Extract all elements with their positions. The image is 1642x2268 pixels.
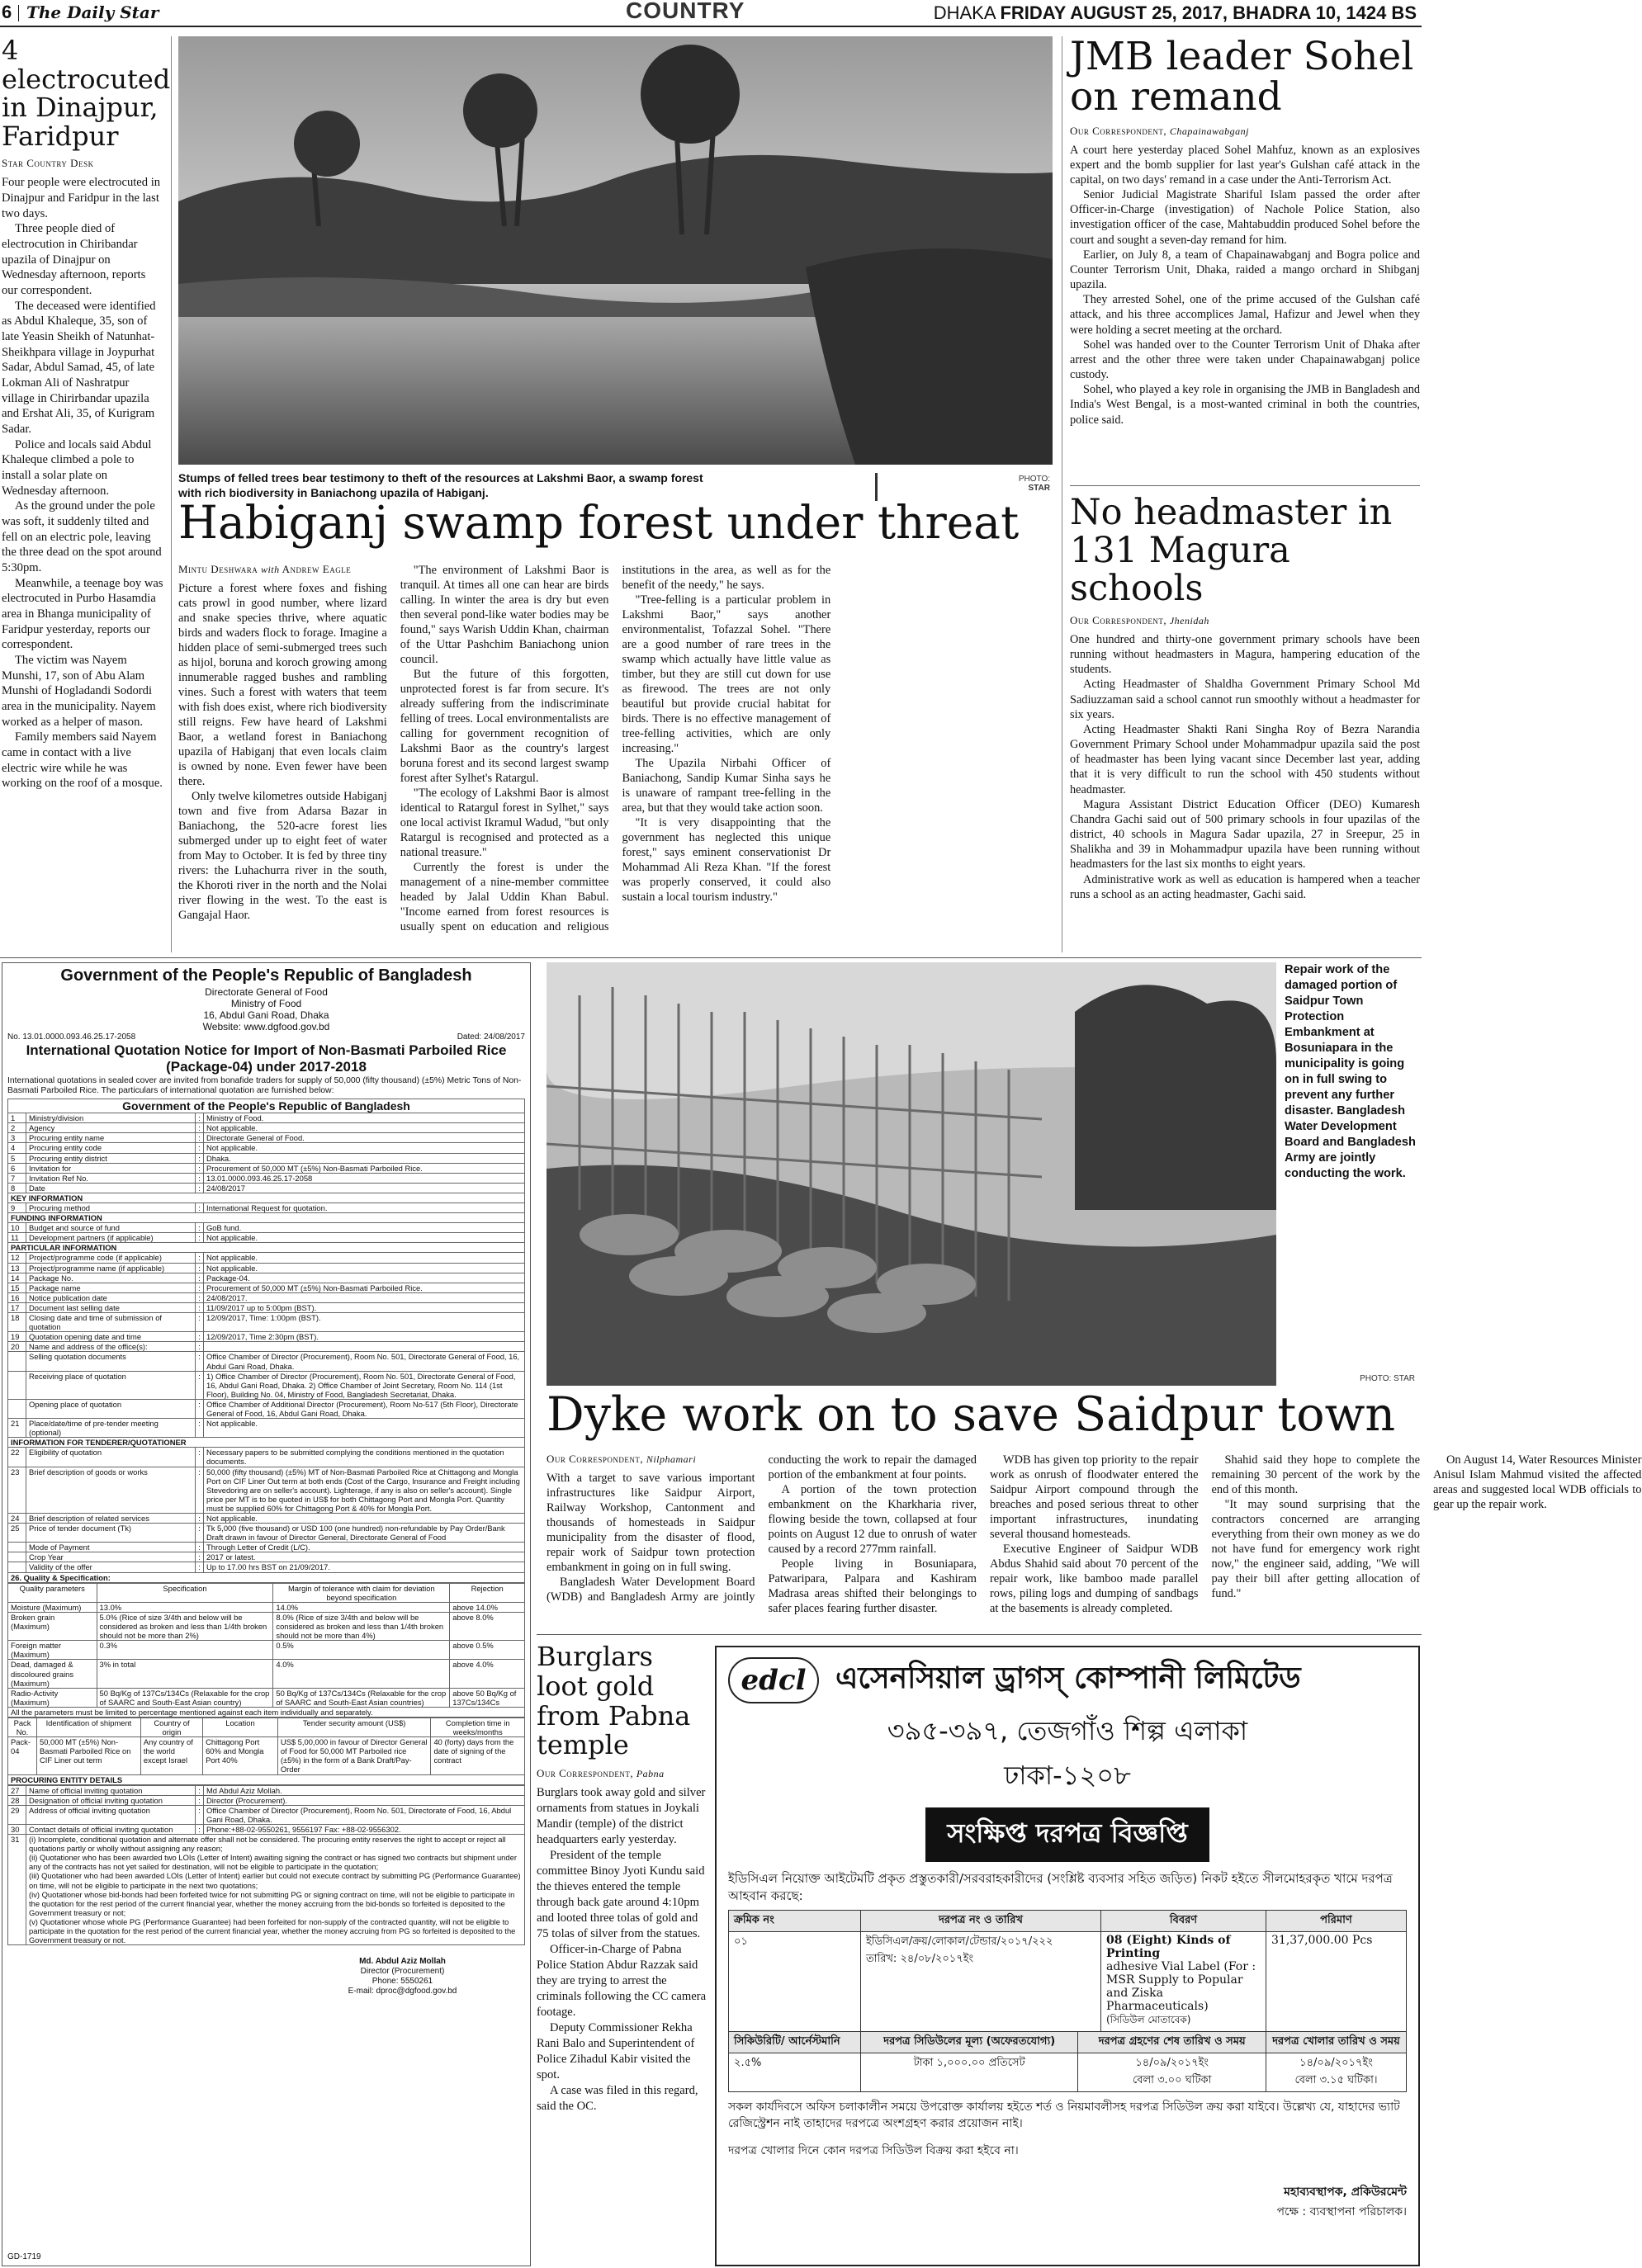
ad-schedule-table: সিকিউরিটি/ আর্নেস্টমানি দরপত্র সিডিউলের মূল্য (অফেরতযোগ্য) দরপত্র গ্রহণের শেষ তারিখ ও সময় দরপত্র খোলার তারিখ ও সময় ২.৫% টাকা ১,০০০.০০ প্রতিসেট ১৪/০৯/২০১৭ইং বেলা ৩.০০ ঘটিকা ১৪/০৯/২০১৭ইং বেলা ৩.১৫ ঘটিকা। xyxy=(728,2031,1407,2092)
notice-row: 6 Invitation for : Procurement of 50,000 MT (±5%) Non-Basmati Parboiled Rice. xyxy=(8,1163,525,1173)
notice-row: 14 Package No. : Package-04. xyxy=(8,1273,525,1283)
notice-intro: International quotations in sealed cover are invited from bonafide traders for supply of 50,000 (fifty thousand) (±5%) Metric Tons of Non-Basmati Parboiled Rice. The particulars of international quotation are furnished below: xyxy=(7,1076,522,1096)
section-title: COUNTRY xyxy=(626,0,745,23)
notice-row: 11 Development partners (if applicable) : Not applicable. xyxy=(8,1233,525,1243)
notice-row: 7 Invitation Ref No. : 13.01.0000.093.46.25.17-2058 xyxy=(8,1173,525,1183)
notice-row: 10 Budget and source of fund : GoB fund. xyxy=(8,1223,525,1233)
headline-magura: No headmaster in 131 Magura schools xyxy=(1070,492,1393,609)
entity-row: 27 Name of official inviting quotation : Md Abdul Aziz Mollah. xyxy=(8,1785,525,1795)
govt-quotation-notice: Government of the People's Republic of Bangladesh Directorate General of Food Ministry of Food 16, Abdul Gani Road, Dhaka Website: www.dgfood.gov.bd No. 13.01.0000.093.46.25.17-2058 Dated: 24/08/2017 International Quotation Notice for Import of Non-Basmati Parboiled Rice (Package-04) under 2017-2018 International quotations in sealed cover are invited from bonafide traders for supply of 50,000 (fifty thousand) (±5%) Metric Tons of Non-Basmati Parboiled Rice. The particulars of international quotation are furnished below: Government of the People's Republic of Bangladesh 1 Ministry/division : Ministry of Food. 2 Agency : Not applicable. 3 Procuring entity name : Directorate General of Food. 4 Procuring entity code : Not applicable. 5 Procuring entity district : Dhaka. 6 Invitation for : Procurement of 50,000 MT (±5%) Non-Basmati Parboiled Rice. 7 Invitation Ref No. : 13.01.0000.093.46.25.17-2058 8 Date : 24/08/2017 KEY INFORMATION 9 Procuring method : International Request for quotation. FUNDING INFORMATION 10 Budget and source of fund : GoB fund. 11 Development partners (if applicable) : Not applicable. PARTICULAR INFORMATION 12 Project/programme code (if applicable) : Not applicable. 13 Project/programme name (if applicable) : Not applicable. 14 Package No. : Package-04. 15 Package name : Procurement of 50,000 MT (±5%) Non-Basmati Parboiled Rice. 16 Notice publication date : 24/08/2017. 17 Document last selling date : 11/09/2017 up to 5:00pm (BST). 18 Closing date and time of submission of quotation : 12/09/2017, Time: 1:00pm (BST). 19 Quotation opening date and time : 12/09/2017, Time 2:30pm (BST). 20 Name and address of the office(s): : Selling quotation documents : Office Chamber of Director (Procurement), Room No. 501, Directorate General of Food, 16, Abdul Gani Road, Dhaka. Receiving place of quotation : 1) Office Chamber of Director (Procurement), Room No. 501, Directorate General of Food, 16, Abdul Gani Road, Dhaka. 2) Office Chamber of Joint Secretary, Room No. 114 (1st Floor), Building No. 04, Ministry of Food, Bangladesh Secretariat, Dhaka. Opening place of quotation : Office Chamber of Additional Director (Procurement), Room No-517 (5th Floor), Directorate General of Food, 16, Abdul Gani Road, Dhaka. 21 Place/date/time of pre-tender meeting (optional) : Not applicable. INFORMATION FOR TENDERER/QUOTATIONER 22 Eligibility of quotation : Necessary papers to be submitted complying the conditions mentioned in the quotation documents. 23 Brief description of goods or works : 50,000 (fifty thousand) (±5%) MT of Non-Basmati Parboiled Rice at Chittagong and Mongla Port on CIF Liner Out term at both ends (Cost of the Cargo, Insurance and Freight including Stevedoring are on seller's account). Lighterage, if any is also on seller's account). Single price per MT is to be quoted in US$ for both Chittagong Port and Mongla Port. Quantity must be supplied 60% for Chittagong Port & 40% for Mongla Port. 24 Brief description of related services : Not applicable. 25 Price of tender document (Tk) : Tk 5,000 (five thousand) or USD 100 (one hundred) non-refundable by Pay Order/Bank Draft drawn in favour of Director General, Directorate General of Food Mode of Payment : Through Letter of Credit (L/C). Crop Year : 2017 or latest. Validity of the offer : Up to 17.00 hrs BST on 21/09/2017. 26. Quality & Specification: Quality parameters Specification Margin of tolerance with claim for deviation beyond specification Rejection Moisture (Maximum) 13.0% 14.0% above 14.0% Broken grain (Maximum) 5.0% (Rice of size 3/4th and below will be considered as broken and less than 1/4th broken should not be more than 2%) 8.0% (Rice of size 3/4th and below will be considered as broken and less than 1/4th broken should not be more than 4%) above 8.0% Foreign matter (Maximum) 0.3% 0.5% above 0.5% Dead, damaged & discoloured grains (Maximum) 3% in total 4.0% above 4.0% Radio-Activity (Maximum) 50 Bq/Kg of 137Cs/134Cs (Relaxable for the crop of SAARC and South-East Asian country) 50 Bq/Kg of 137Cs/134Cs (Relaxable for the crop of SAARC and South-East Asian countries) above 50 Bq/Kg of 137Cs/134Cs All the parameters must be limited to percentage mentioned against each item individually and separately. Pack No. Identification of shipment Country of origin Location Tender security amount (US$) Completion time in weeks/months Pack-04 50,000 MT (±5%) Non-Basmati Parboiled Rice on CIF Liner out term Any country of the world except Israel Chittagong Port 60% and Mongla Port 40% US$ 5,00,000 in favour of Director General of Food for 50,000 MT Parboiled rice (±5%) in the form of a Bank Draft/Pay-Order 40 (forty) days from the date of signing of the contract PROCURING ENTITY DETAILS 27 Name of official inviting quotation : Md Abdul Aziz Mollah. 28 Designation of official inviting quotation : Director (Procurement). 29 Address of official inviting quotation : Office Chamber of Director (Procurement), Room No. 501, Directorate of Food, 16, Abdul Gani Road, Dhaka. 30 Contact details of official inviting quotation : Phone:+88-02-9550261, 9556197 Fax: +88-02-9556302. 31 (i) Incomplete, conditional quotation and alternate offer shall not be considered. The procuring entity reserves the right to accept or reject all quotations partly or wholly without assigning any reason; (ii) Quotationer who has been awarded two LOIs (Letter of Intent) awaiting signing the contract or has signed two contracts but shipment under any of the contracts has not yet sailed for destination, will not be eligible to participate in the quotation; (iii) Quotationer who had been awarded LOIs (Letter of Intent) earlier but could not execute contract by submitting PG (Performance Guarantee) on time, will not be eligible to participate in the next two quotations; (iv) Quotationer whose bid-bonds had been forfeited twice for not submitting PG or signing contract on time, will not be eligible to participate in the quotation for the rest period of the current financial year, whether the money accruing from the bid-bonds so forfeited is deposited to the Government treasury or not; (v) Quotationer whose whole PG (Performance Guarantee) had been forfeited for non-supply of the contracted quantity, will not be eligible to participate in the quotation for the rest period of the current financial year, whether the money accruing from PG so forfeited is deposited to the Government treasury or not. Md. Abdul Aziz Mollah Director (Procurement) Phone: 5550261 E-mail: dproc@dgfood.gov.bd GD-1719 xyxy=(2,962,531,2266)
notice-row: 9 Procuring method : International Request for quotation. xyxy=(8,1203,525,1213)
notice-ref: No. 13.01.0000.093.46.25.17-2058 xyxy=(7,1032,136,1042)
notice-title: Government of the People's Republic of Bangladesh xyxy=(60,966,472,985)
story-pabna xyxy=(537,1642,707,2266)
notice-row: Opening place of quotation : Office Chamber of Additional Director (Procurement), Room No-517 (5th Floor), Directorate General of Food, 16, Abdul Gani Road, Dhaka. xyxy=(8,1399,525,1418)
notice-section-row: INFORMATION FOR TENDERER/QUOTATIONER xyxy=(8,1438,525,1448)
ad-note1: সকল কার্যদিবসে অফিস চলাকালীন সময়ে উপরোক্ত কার্যালয় হইতে শর্ত ও নিয়মাবলীসহ দরপত্র সিডিউল ক্রয় করা যাইবে। উল্লেখ্য যে, যাহাদের ভ্যাট রেজিস্ট্রেশন নাই তাহাদের দরপত্রে অংশগ্রহণ করার প্রয়োজন নাই। xyxy=(728,2100,1400,2131)
headline-jmb: JMB leader Sohel on remand xyxy=(1070,34,1414,120)
notice-row: 13 Project/programme name (if applicable) : Not applicable. xyxy=(8,1263,525,1273)
fold-rule xyxy=(0,957,1422,958)
byline-dinajpur: Star Country Desk xyxy=(2,157,94,170)
ad-address2: ঢাকা-১২০৮ xyxy=(1004,1760,1131,1791)
edcl-tender-ad xyxy=(715,1646,1420,2266)
notice-row: 19 Quotation opening date and time : 12/09/2017, Time 2:30pm (BST). xyxy=(8,1332,525,1342)
quality-row: Radio-Activity (Maximum) 50 Bq/Kg of 137Cs/134Cs (Relaxable for the crop of SAARC and South-East Asian country) 50 Bq/Kg of 137Cs/134Cs (Relaxable for the crop of SAARC and South-East Asian countries) above 50 Bq/Kg of 137Cs/134Cs xyxy=(8,1688,525,1707)
quality-table: Quality parameters Specification Margin of tolerance with claim for deviation beyond specification Rejection Moisture (Maximum) 13.0% 14.0% above 14.0% Broken grain (Maximum) 5.0% (Rice of size 3/4th and below will be considered as broken and less than 1/4th broken should not be more than 2%) 8.0% (Rice of size 3/4th and below will be considered as broken and less than 1/4th broken should not be more than 4%) above 8.0% Foreign matter (Maximum) 0.3% 0.5% above 0.5% Dead, damaged & discoloured grains (Maximum) 3% in total 4.0% above 4.0% Radio-Activity (Maximum) 50 Bq/Kg of 137Cs/134Cs (Relaxable for the crop of SAARC and South-East Asian country) 50 Bq/Kg of 137Cs/134Cs (Relaxable for the crop of SAARC and South-East Asian countries) above 50 Bq/Kg of 137Cs/134Cs xyxy=(7,1583,525,1708)
section-rule xyxy=(537,1634,1422,1635)
entity-table: 27 Name of official inviting quotation : Md Abdul Aziz Mollah. 28 Designation of official inviting quotation : Director (Procurement). 29 Address of official inviting quotation : Office Chamber of Director (Procurement), Room No. 501, Directorate of Food, 16, Abdul Gani Road, Dhaka. 30 Contact details of official inviting quotation : Phone:+88-02-9550261, 9556197 Fax: +88-02-9556302. 31 (i) Incomplete, conditional quotation and alternate offer shall not be considered. The procuring entity reserves the right to accept or reject all quotations partly or wholly without assigning any reason; (ii) Quotationer who has been awarded two LOIs (Letter of Intent) awaiting signing the contract or has signed two contracts but shipment under any of the contracts has not yet sailed for destination, will not be eligible to participate in the quotation; (iii) Quotationer who had been awarded LOIs (Letter of Intent) earlier but could not execute contract by submitting PG (Performance Guarantee) on time, will not be eligible to participate in the next two quotations; (iv) Quotationer whose bid-bonds had been forfeited twice for not submitting PG or signing contract on time, will not be eligible to participate in the quotation for the rest period of the current financial year, whether the money accruing from the bid-bonds so forfeited is deposited to the Government treasury or not; (v) Quotationer whose whole PG (Performance Guarantee) had been forfeited for non-supply of the contracted quantity, will not be eligible to participate in the quotation for the rest period of the current financial year, whether the money accruing from PG so forfeited is deposited to the Government treasury or not. xyxy=(7,1785,525,1946)
notice-row: 1 Ministry/division : Ministry of Food. xyxy=(8,1113,525,1123)
ad-intro: ইডিসিএল নিয়োক্ত আইটেমটি প্রকৃত প্রস্তুতকারী/সরবরাহকারীদের (সংশ্লিষ্ট ব্যবসার সহিত জড়িত) নিকট হইতে সীলমোহরকৃত খামে দরপত্র আহবান করছে: xyxy=(728,1871,1393,1903)
header-rule xyxy=(0,26,1422,27)
quality-row: Foreign matter (Maximum) 0.3% 0.5% above 0.5% xyxy=(8,1641,525,1660)
ad-note2: দরপত্র খোলার দিনে কোন দরপত্র সিডিউল বিক্রয় করা হইবে না। xyxy=(728,2143,1019,2157)
dateline: DHAKA FRIDAY AUGUST 25, 2017, BHADRA 10, 1424 BS xyxy=(933,2,1417,23)
notice-row: 23 Brief description of goods or works : 50,000 (fifty thousand) (±5%) MT of Non-Basmati Parboiled Rice at Chittagong and Mongla Port on CIF Liner Out term at both ends (Cost of the Cargo, Insurance and Freight including Stevedoring are on seller's account). Lighterage, if any is also on seller's account). Single price per MT is to be quoted in US$ for both Chittagong Port and Mongla Port. Quantity must be supplied 60% for Chittagong Port & 40% for Mongla Port. xyxy=(8,1467,525,1513)
notice-conditions: (i) Incomplete, conditional quotation and alternate offer shall not be considered. The procuring entity reserves the right to accept or reject all quotations partly or wholly without assigning any reason; (ii) Quotationer who has been awarded two LOIs (Letter of Intent) awaiting signing the contract or has signed two contracts but shipment under any of the contracts has not yet sailed for destination, will not be eligible to participate in the quotation; (iii) Quotationer who had been awarded LOIs (Letter of Intent) earlier but could not execute contract by submitting PG (Performance Guarantee) on time, will not be eligible to participate in the next two quotations; (iv) Quotationer whose bid-bonds had been forfeited twice for not submitting PG or signing contract on time, will not be eligible to participate in the quotation for the rest period of the current financial year, whether the money accruing from the bid-bonds so forfeited is deposited to the Government treasury or not; (v) Quotationer whose whole PG (Performance Guarantee) had been forfeited for non-supply of the contracted quantity, will not be eligible to participate in the quotation for the rest period of the current financial year, whether the money accruing from PG so forfeited is deposited to the Government treasury or not. xyxy=(26,1835,525,1945)
notice-row: 2 Agency : Not applicable. xyxy=(8,1123,525,1133)
ad-company: এসেনসিয়াল ড্রাগস্ কোম্পানী লিমিটেড xyxy=(835,1661,1301,1695)
body-pabna: Burglars took away gold and silver ornaments from statues in Joykali Mandir (temple) of the district headquarters early yesterday. President of the temple committee Binoy Jyoti Kundu said the thieves entered the temple through back gate around 4:10pm and looted three tolas of gold and 75 tolas of silver from the statues. Officer-in-Charge of Pabna Police Station Abdur Razzak said they are trying to arrest the criminals following the CC camera footage. Deputy Commissioner Rekha Rani Balo and Superintendent of Police Zihadul Kabir visited the spot. A case was filed in this regard, said the OC. xyxy=(537,1786,707,2113)
notice-row: 25 Price of tender document (Tk) : Tk 5,000 (five thousand) or USD 100 (one hundred) non-refundable by Pay Order/Bank Draft drawn in favour of Director General, Directorate General of Food xyxy=(8,1524,525,1543)
notice-row: 22 Eligibility of quotation : Necessary papers to be submitted complying the conditions mentioned in the quotation documents. xyxy=(8,1448,525,1467)
column-divider xyxy=(171,36,172,952)
byline-jmb: Our Correspondent, Chapainawabganj xyxy=(1070,124,1250,137)
quality-row: Dead, damaged & discoloured grains (Maximum) 3% in total 4.0% above 4.0% xyxy=(8,1660,525,1688)
body-habiganj: Mintu Deshwara with Andrew Eagle Picture a forest where foxes and fishing cats prowl in good number, where lizard and snake species thrive, where aquatic birds and waders flock to forage. Imagine a hidden place of semi-submerged trees such as hijol, boruna and koroch growing among innumerable ragged bushes and rambling vines. Such a forest with waters that teem with fish does exist, where rich biodiversity still reigns. Few have heard of Lakshmi Baor, a wetland forest in Baniachong upazila of Habiganj that even locals claim is owned by none. Even fewer have been there. Only twelve kilometres outside Habiganj town and five from Adarsa Bazar in Baniachong, the 520-acre forest lies submerged under up to eight feet of water from May to October. It is fed by three tiny rivers: the Luhachurra river in the south, the Khoroti river in the north and the Nolai river flowing in the west. To the east is Gangajal Haor. "The environment of Lakshmi Baor is tranquil. At times all one can hear are birds calling. In winter the area is dry but even then several pond-like water bodies may be found," says Warish Uddin Khan, chairman of the Uttar Pashchim Baniachong union council. But the future of this forgotten, unprotected forest is far from secure. It's already suffering from the indiscriminate felling of trees. Local environmentalists are calling for government recognition of Lakshmi Baor as the country's largest boruna forest and its second largest swamp forest after Sylhet's Ratargul. "The ecology of Lakshmi Baor is almost identical to Ratargul forest in Sylhet," says one local activist Ikramul Wadud, "but only Ratargul is recognised and protected as a national treasure." Currently the forest is under the management of a nine-member committee headed by Jalal Uddin Khan Babul. "Income earned from forest resources is usually spent on education and religious institutions in the area, as well as for the benefit of the needy," he says. "Tree-felling is a particular problem in Lakshmi Baor," says another environmentalist, Tofazzal Sohel. "There are a good number of rare trees in the swamp which actually have little value as timber, but they are still cut down for use as firewood. The trees are not only beautiful but provide crucial habitat for birds. There is no effective management of tree-felling activities, which are only increasing." The Upazila Nirbahi Officer of Baniachong, Sandip Kumar Sinha says he is unaware of rampant tree-felling in the area, but that they would take action soon. "It is very disappointing that the government has neglected this unique forest," says eminent conservationist Dr Mohammad Ali Reza Khan. "If the forest was properly conserved, it could also sustain a local tourism industry." xyxy=(178,563,831,933)
ad-address1: ৩৯৫-৩৯৭, তেজগাঁও শিল্প এলাকা xyxy=(887,1715,1248,1746)
notice-section-row: FUNDING INFORMATION xyxy=(8,1213,525,1223)
notice-row: Mode of Payment : Through Letter of Credit (L/C). xyxy=(8,1543,525,1552)
notice-row: 8 Date : 24/08/2017 xyxy=(8,1183,525,1193)
paper-name: The Daily Star xyxy=(26,2,159,22)
notice-row: 21 Place/date/time of pre-tender meeting (optional) : Not applicable. xyxy=(8,1419,525,1438)
gd-number: GD-1719 xyxy=(7,2252,41,2262)
page-header xyxy=(0,0,1422,26)
headline-dinajpur: 4 electrocuted in Dinajpur, Faridpur xyxy=(2,35,171,152)
byline-magura: Our Correspondent, Jhenidah xyxy=(1070,614,1209,626)
entity-row: 28 Designation of official inviting quotation : Director (Procurement). xyxy=(8,1795,525,1805)
ad-banner: সংক্ষিপ্ত দরপত্র বিজ্ঞপ্তি xyxy=(925,1807,1209,1862)
notice-row: 16 Notice publication date : 24/08/2017. xyxy=(8,1292,525,1302)
notice-row: 12 Project/programme code (if applicable) : Not applicable. xyxy=(8,1253,525,1263)
quality-row: Moisture (Maximum) 13.0% 14.0% above 14.0% xyxy=(8,1602,525,1612)
photo-dyke-work xyxy=(547,962,1276,1386)
section-rule xyxy=(1070,485,1420,486)
body-jmb: A court here yesterday placed Sohel Mahfuz, known as an explosives expert and the bomb supplier for last year's Gulshan café attack in the capital, on two days' remand in a case under the Anti-Terrorism Act. Senior Judicial Magistrate Shariful Islam passed the order after Officer-in-Charge (investigation) of Nachole Police Station, also investigation officer of the case, Mahtabuddin produced Sohel before the court and sought a seven-day remand for him. Earlier, on July 8, a team of Chapainawabganj and Bogra police and Counter Terrorism Unit, Dhaka, raided a mango orchard in Shibganj upazila. They arrested Sohel, one of the prime accused of the Gulshan café attack, and his three accomplices Jamal, Hafizur and Jewel when they were holding a secret meeting at the orchard. Sohel was handed over to the Counter Terrorism Unit of Dhaka after arrest and the other three were taken under Chapainawabganj police custody. Sohel, who played a key role in organising the JMB in Bangladesh and India's West Bengal, is a most-wanted criminal in both the countries, police said. xyxy=(1070,143,1420,427)
photo-caption-saidpur: Repair work of the damaged portion of Saidpur Town Protection Embankment at Bosuniapara in the municipality is going on in full swing to prevent any further disaster. Bangladesh Water Development Board and Bangladesh Army are jointly conducting the work. PHOTO: STAR xyxy=(1285,963,1416,1383)
notice-section-row: KEY INFORMATION xyxy=(8,1193,525,1203)
notice-section-row: PARTICULAR INFORMATION xyxy=(8,1243,525,1253)
body-dinajpur: Four people were electrocuted in Dinajpur and Faridpur in the last two days. Three people died of electrocution in Chiribandar upazila of Dinajpur on Wednesday afternoon, reports our correspondent. The deceased were identified as Abdul Khaleque, 35, son of late Yeasin Sheikh of Natunhat-Sheikhpara village in Joypurhat Sadar, Abdul Samad, 45, of late Lokman Ali of Nashratpur village in Chirirbandar upazila and Ershat Ali, 35, of Kurigram Sadar. Police and locals said Abdul Khaleque climbed a pole to install a solar plate on Wednesday afternoon. As the ground under the pole was soft, it suddenly tilted and fell on an electric pole, leaving the three dead on the spot around 5:30pm. Meanwhile, a teenage boy was electrocuted in Purbo Hasamdia area in Bhanga municipality of Faridpur yesterday, reports our correspondent. The victim was Nayem Munshi, 17, son of Abu Alam Munshi of Hogladandi Sodordi area in the municipality. Nayem worked as a helper of mason. Family members said Nayem came in contact with a live electric wire while he was working on the roof of a mosque. xyxy=(2,176,163,791)
body-magura: One hundred and thirty-one government primary schools have been running without headmasters in Magura, hampering education of the students. Acting Headmaster of Shaldha Government Primary School Md Sadiuzzaman said a school cannot run smoothly without a headmaster for six years. Acting Headmaster Shakti Rani Singha Roy of Bezra Narandia Government Primary School under Mohammadpur upazila said the post of headmaster has been lying vacant since December last year, adding that it is very difficult to run the school with 450 students without headmaster. Magura Assistant District Education Officer (DEO) Kumaresh Chandra Gachi said out of 500 primary schools in four upazilas of the district, 40 schools in Magura Sadar upazila, 27 in Sreepur, 25 in Shalikha and 39 in Mohammadpur upazila have been running without headmasters for the last six months to eight years. Administrative work as well as education is hampered when a teacher runs a school as an acting headmaster, Gachi said. xyxy=(1070,633,1420,901)
notice-row: 5 Procuring entity district : Dhaka. xyxy=(8,1153,525,1163)
notice-row: 3 Procuring entity name : Directorate General of Food. xyxy=(8,1133,525,1143)
notice-row: Receiving place of quotation : 1) Office Chamber of Director (Procurement), Room No. 501, Directorate General of Food, 16, Abdul Gani Road, Dhaka. 2) Office Chamber of Joint Secretary, Room No. 114 (1st Floor), Building No. 04, Ministry of Food, Bangladesh Secretariat, Dhaka. xyxy=(8,1371,525,1399)
dyke-photo-graphic xyxy=(547,962,1276,1386)
ad-signer: মহাব্যবস্থাপক, প্রকিউরমেন্ট পক্ষে : ব্যবস্থাপনা পরিচালক। xyxy=(1276,2185,1407,2218)
notice-table: Government of the People's Republic of Bangladesh 1 Ministry/division : Ministry of Food. 2 Agency : Not applicable. 3 Procuring entity name : Directorate General of Food. 4 Procuring entity code : Not applicable. 5 Procuring entity district : Dhaka. 6 Invitation for : Procurement of 50,000 MT (±5%) Non-Basmati Parboiled Rice. 7 Invitation Ref No. : 13.01.0000.093.46.25.17-2058 8 Date : 24/08/2017 KEY INFORMATION 9 Procuring method : International Request for quotation. FUNDING INFORMATION 10 Budget and source of fund : GoB fund. 11 Development partners (if applicable) : Not applicable. PARTICULAR INFORMATION 12 Project/programme code (if applicable) : Not applicable. 13 Project/programme name (if applicable) : Not applicable. 14 Package No. : Package-04. 15 Package name : Procurement of 50,000 MT (±5%) Non-Basmati Parboiled Rice. 16 Notice publication date : 24/08/2017. 17 Document last selling date : 11/09/2017 up to 5:00pm (BST). 18 Closing date and time of submission of quotation : 12/09/2017, Time: 1:00pm (BST). 19 Quotation opening date and time : 12/09/2017, Time 2:30pm (BST). 20 Name and address of the office(s): : Selling quotation documents : Office Chamber of Director (Procurement), Room No. 501, Directorate General of Food, 16, Abdul Gani Road, Dhaka. Receiving place of quotation : 1) Office Chamber of Director (Procurement), Room No. 501, Directorate General of Food, 16, Abdul Gani Road, Dhaka. 2) Office Chamber of Joint Secretary, Room No. 114 (1st Floor), Building No. 04, Ministry of Food, Bangladesh Secretariat, Dhaka. Opening place of quotation : Office Chamber of Additional Director (Procurement), Room No-517 (5th Floor), Directorate General of Food, 16, Abdul Gani Road, Dhaka. 21 Place/date/time of pre-tender meeting (optional) : Not applicable. INFORMATION FOR TENDERER/QUOTATIONER 22 Eligibility of quotation : Necessary papers to be submitted complying the conditions mentioned in the quotation documents. 23 Brief description of goods or works : 50,000 (fifty thousand) (±5%) MT of Non-Basmati Parboiled Rice at Chittagong and Mongla Port on CIF Liner Out term at both ends (Cost of the Cargo, Insurance and Freight including Stevedoring are on seller's account). Lighterage, if any is also on seller's account). Single price per MT is to be quoted in US$ for both Chittagong Port and Mongla Port. Quantity must be supplied 60% for Chittagong Port & 40% for Mongla Port. 24 Brief description of related services : Not applicable. 25 Price of tender document (Tk) : Tk 5,000 (five thousand) or USD 100 (one hundred) non-refundable by Pay Order/Bank Draft drawn in favour of Director General, Directorate General of Food Mode of Payment : Through Letter of Credit (L/C). Crop Year : 2017 or latest. Validity of the offer : Up to 17.00 hrs BST on 21/09/2017. xyxy=(7,1099,525,1573)
headline-pabna: Burglars loot gold from Pabna temple xyxy=(537,1641,691,1761)
entity-row: 29 Address of official inviting quotation : Office Chamber of Director (Procurement), Room No. 501, Directorate of Food, 16, Abdul Gani Road, Dhaka. xyxy=(8,1805,525,1824)
notice-row: Validity of the offer : Up to 17.00 hrs BST on 21/09/2017. xyxy=(8,1562,525,1572)
notice-row: 4 Procuring entity code : Not applicable. xyxy=(8,1143,525,1153)
photo-caption-habiganj: Stumps of felled trees bear testimony to theft of the resources at Lakshmi Baor, a swamp forest with rich biodiversity in Baniachong upazila of Habiganj. xyxy=(178,471,703,500)
entity-row: 30 Contact details of official inviting quotation : Phone:+88-02-9550261, 9556197 Fax: +88-02-9556302. xyxy=(8,1825,525,1835)
headline-habiganj: Habiganj swamp forest under threat xyxy=(178,496,1020,549)
photo-swamp-forest xyxy=(178,36,1053,465)
notice-row: 20 Name and address of the office(s): : xyxy=(8,1342,525,1352)
notice-signature: Md. Abdul Aziz Mollah Director (Procurement) Phone: 5550261 E-mail: dproc@dgfood.gov.bd xyxy=(348,1957,457,1996)
package-table: Pack No. Identification of shipment Country of origin Location Tender security amount (US$) Completion time in weeks/months Pack-04 50,000 MT (±5%) Non-Basmati Parboiled Rice on CIF Liner out term Any country of the world except Israel Chittagong Port 60% and Mongla Port 40% US$ 5,00,000 in favour of Director General of Food for 50,000 MT Parboiled rice (±5%) in the form of a Bank Draft/Pay-Order 40 (forty) days from the date of signing of the contract xyxy=(7,1718,525,1775)
byline-pabna: Our Correspondent, Pabna xyxy=(537,1767,665,1780)
notice-row: 18 Closing date and time of submission of quotation : 12/09/2017, Time: 1:00pm (BST). xyxy=(8,1313,525,1332)
notice-heading: International Quotation Notice for Import of Non-Basmati Parboiled Rice (Package-04) under 2017-2018 xyxy=(26,1042,507,1075)
byline-habiganj: Mintu Deshwara with Andrew Eagle xyxy=(178,563,352,575)
notice-row: 15 Package name : Procurement of 50,000 MT (±5%) Non-Basmati Parboiled Rice. xyxy=(8,1283,525,1292)
byline-saidpur: Our Correspondent, Nilphamari xyxy=(547,1453,697,1465)
notice-row: Crop Year : 2017 or latest. xyxy=(8,1552,525,1562)
swamp-photo-graphic xyxy=(178,36,1053,465)
ad-item-table: ক্রমিক নং দরপত্র নং ও তারিখ বিবরণ পরিমাণ ০১ ইডিসিএল/ক্রয়/লোকাল/টেন্ডার/২০১৭/২২২ তারিখ: ২৪/০৮/২০১৭ইং 08 (Eight) Kinds of Printing adhesive Vial Label (For : MSR Supply to Popular and Ziska Pharmaceuticals) (সিডিউল মোতাবেক) 31,37,000.00 Pcs xyxy=(728,1910,1407,2032)
headline-saidpur: Dyke work on to save Saidpur town xyxy=(547,1387,1396,1442)
notice-row: 24 Brief description of related services : Not applicable. xyxy=(8,1514,525,1524)
story-magura xyxy=(1070,494,1420,956)
notice-row: 17 Document last selling date : 11/09/2017 up to 5:00pm (BST). xyxy=(8,1302,525,1312)
story-dinajpur xyxy=(2,35,171,944)
edcl-logo: edcl xyxy=(728,1657,819,1703)
notice-row: Selling quotation documents : Office Chamber of Director (Procurement), Room No. 501, Directorate General of Food, 16, Abdul Gani Road, Dhaka. xyxy=(8,1352,525,1371)
page-number: 6 xyxy=(2,2,12,22)
story-jmb xyxy=(1070,36,1420,486)
photo-credit-saidpur: PHOTO: STAR xyxy=(1360,1374,1415,1383)
notice-date: Dated: 24/08/2017 xyxy=(457,1032,525,1042)
photo-credit-habiganj: PHOTO: STAR xyxy=(1018,475,1050,493)
quality-row: Broken grain (Maximum) 5.0% (Rice of size 3/4th and below will be considered as broken and less than 1/4th broken should not be more than 2%) 8.0% (Rice of size 3/4th and below will be considered as broken and less than 1/4th broken should not be more than 4%) above 8.0% xyxy=(8,1612,525,1640)
body-saidpur: Our Correspondent, Nilphamari With a target to save various important infrastructures like Saidpur Airport, Railway Workshop, Cantonment and thousands of homesteads in Saidpur municipality from the disaster of flood, repair work of Saidpur town protection embankment in going on in full swing. Bangladesh Water Development Board (WDB) and Bangladesh Army are jointly conducting the work to repair the damaged portion of the embankment at four points. A portion of the town protection embankment on the Kharkharia river, flowing beside the town, collapsed at four points on August 12 due to onrush of water caused by a record 277mm rainfall. People living in Bosuniapara, Patwaripara, Palpara and Kashiram Madrasa areas shifted their belongings to safer places fearing further disaster. WDB has given top priority to the repair work as onrush of floodwater entered the Saidpur Airport compound through the breaches and posed serious threat to other important infrastructures, inundating several thousand homesteads. Executive Engineer of Saidpur WDB Abdus Shahid said about 70 percent of the repair work, like bamboo made parallel rows, piling logs and dumping of sandbags at the basements is already completed. Shahid said they hope to complete the remaining 30 percent of the work by the end of this month. "It may sound surprising that the contractors concerned are arranging everything from their own money as we do not have fund for emergency work right now," the engineer said, adding, "We will pay their bill after getting allocation of fund." On August 14, Water Resources Minister Anisul Islam Mahmud visited the affected areas and suggested local WDB officials to gear up the repair work. xyxy=(547,1453,1642,1615)
